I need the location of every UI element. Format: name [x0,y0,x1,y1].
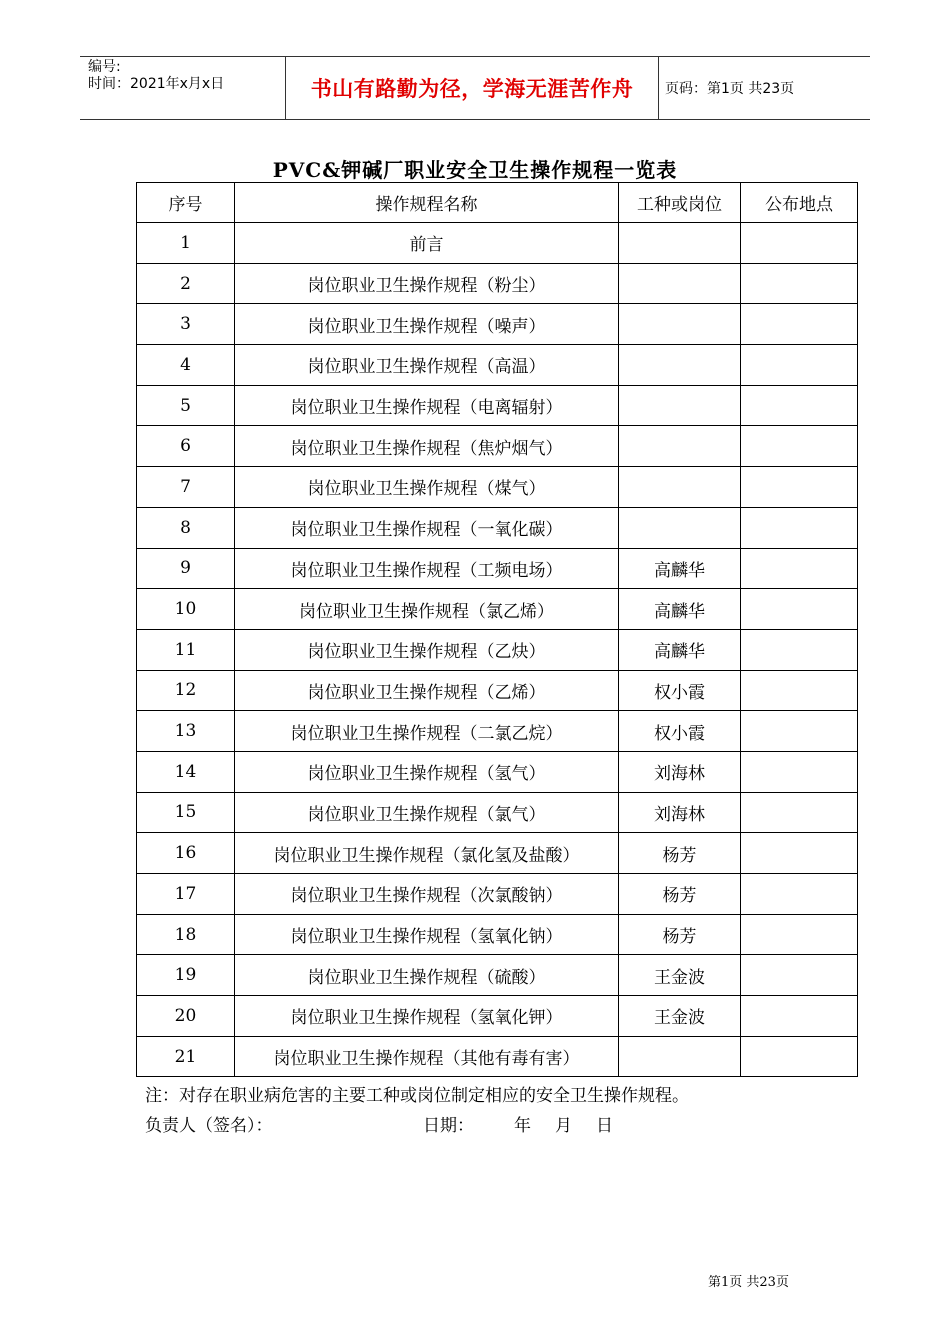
col-header-name: 操作规程名称 [235,183,619,223]
table-row [137,711,858,752]
cell-no: 12 [137,670,235,711]
cell-no: 3 [137,304,235,345]
time-label: 时间：2021年x月x日 [88,76,225,92]
cell-name: 岗位职业卫生操作规程（氢氧化钠） [235,914,619,955]
date-line [423,1111,613,1136]
cell-no: 2 [137,263,235,304]
signature-label: 负责人（签名）： [145,1116,273,1136]
cell-place [741,223,858,264]
cell-no: 20 [137,996,235,1037]
cell-name: 岗位职业卫生操作规程（氢氧化钾） [235,996,619,1037]
cell-name: 岗位职业卫生操作规程（工频电场） [235,548,619,589]
cell-name: 岗位职业卫生操作规程（氯化氢及盐酸） [235,833,619,874]
table-row [137,833,858,874]
cell-name: 岗位职业卫生操作规程（二氯乙烷） [235,711,619,752]
cell-name: 岗位职业卫生操作规程（粉尘） [235,263,619,304]
cell-post: 高麟华 [619,548,741,589]
cell-no: 4 [137,345,235,386]
cell-post [619,385,741,426]
cell-post: 权小霞 [619,711,741,752]
cell-post: 高麟华 [619,589,741,630]
table-row [137,304,858,345]
cell-post: 杨芳 [619,833,741,874]
cell-place [741,914,858,955]
cell-place [741,833,858,874]
table-row [137,670,858,711]
table-note: 注：对存在职业病危害的主要工种或岗位制定相应的安全卫生操作规程。 [145,1086,689,1106]
cell-name: 岗位职业卫生操作规程（焦炉烟气） [235,426,619,467]
table-row [137,629,858,670]
cell-no: 19 [137,955,235,996]
cell-post [619,263,741,304]
cell-post: 高麟华 [619,629,741,670]
cell-no: 11 [137,629,235,670]
cell-name: 岗位职业卫生操作规程（一氧化碳） [235,507,619,548]
cell-place [741,385,858,426]
page-header [80,56,870,120]
cell-post [619,467,741,508]
cell-place [741,263,858,304]
cell-post: 杨芳 [619,874,741,915]
cell-place [741,548,858,589]
cell-name: 岗位职业卫生操作规程（煤气） [235,467,619,508]
cell-place [741,955,858,996]
cell-post: 权小霞 [619,670,741,711]
cell-name: 岗位职业卫生操作规程（电离辐射） [235,385,619,426]
cell-name: 岗位职业卫生操作规程（噪声） [235,304,619,345]
cell-no: 18 [137,914,235,955]
table-row [137,507,858,548]
cell-no: 6 [137,426,235,467]
cell-post: 王金波 [619,996,741,1037]
cell-post: 刘海林 [619,751,741,792]
cell-no: 13 [137,711,235,752]
cell-name: 岗位职业卫生操作规程（乙炔） [235,629,619,670]
cell-post [619,223,741,264]
cell-no: 21 [137,1036,235,1077]
page-footer: 第1页 共23页 [708,1275,789,1290]
serial-label: 编号: [88,59,121,75]
cell-name: 岗位职业卫生操作规程（氯气） [235,792,619,833]
table-row [137,385,858,426]
cell-no: 7 [137,467,235,508]
cell-name: 岗位职业卫生操作规程（氢气） [235,751,619,792]
cell-place [741,1036,858,1077]
cell-no: 1 [137,223,235,264]
cell-post: 刘海林 [619,792,741,833]
table-row [137,548,858,589]
cell-post [619,304,741,345]
cell-no: 16 [137,833,235,874]
cell-place [741,874,858,915]
table-header-row [137,183,858,223]
cell-name: 岗位职业卫生操作规程（高温） [235,345,619,386]
col-header-place: 公布地点 [741,183,858,223]
cell-no: 17 [137,874,235,915]
cell-name: 岗位职业卫生操作规程（硫酸） [235,955,619,996]
cell-no: 10 [137,589,235,630]
table-row [137,467,858,508]
cell-place [741,345,858,386]
col-header-no: 序号 [137,183,235,223]
cell-place [741,589,858,630]
table-row [137,426,858,467]
cell-post: 杨芳 [619,914,741,955]
table-row [137,751,858,792]
cell-post [619,1036,741,1077]
cell-place [741,670,858,711]
table-row [137,223,858,264]
cell-name: 岗位职业卫生操作规程（次氯酸钠） [235,874,619,915]
cell-place [741,507,858,548]
cell-name: 岗位职业卫生操作规程（氯乙烯） [235,589,619,630]
cell-place [741,996,858,1037]
document-title: PVC&钾碱厂职业安全卫生操作规程一览表 [272,158,678,182]
cell-place [741,467,858,508]
table-row [137,1036,858,1077]
date-label: 日期： [423,1116,474,1136]
table-row [137,996,858,1037]
col-header-post: 工种或岗位 [619,183,741,223]
cell-place [741,751,858,792]
cell-no: 9 [137,548,235,589]
header-motto: 书山有路勤为径，学海无涯苦作舟 [285,57,659,119]
table-row [137,914,858,955]
cell-post [619,426,741,467]
cell-place [741,426,858,467]
cell-no: 8 [137,507,235,548]
cell-place [741,711,858,752]
header-page-info: 页码：第1页 共23页 [665,81,795,97]
table-row [137,874,858,915]
date-year: 年 [514,1116,531,1136]
cell-place [741,629,858,670]
table-row [137,792,858,833]
header-meta [88,59,288,93]
cell-place [741,792,858,833]
table-row [137,589,858,630]
cell-no: 15 [137,792,235,833]
table-row [137,345,858,386]
date-month: 月 [555,1116,572,1136]
procedure-table [136,182,858,1077]
table-row [137,263,858,304]
cell-post [619,507,741,548]
cell-post: 王金波 [619,955,741,996]
cell-post [619,345,741,386]
date-day: 日 [596,1116,613,1136]
cell-name: 岗位职业卫生操作规程（其他有毒有害） [235,1036,619,1077]
cell-name: 前言 [235,223,619,264]
cell-no: 5 [137,385,235,426]
cell-place [741,304,858,345]
table-row [137,955,858,996]
cell-no: 14 [137,751,235,792]
cell-name: 岗位职业卫生操作规程（乙烯） [235,670,619,711]
